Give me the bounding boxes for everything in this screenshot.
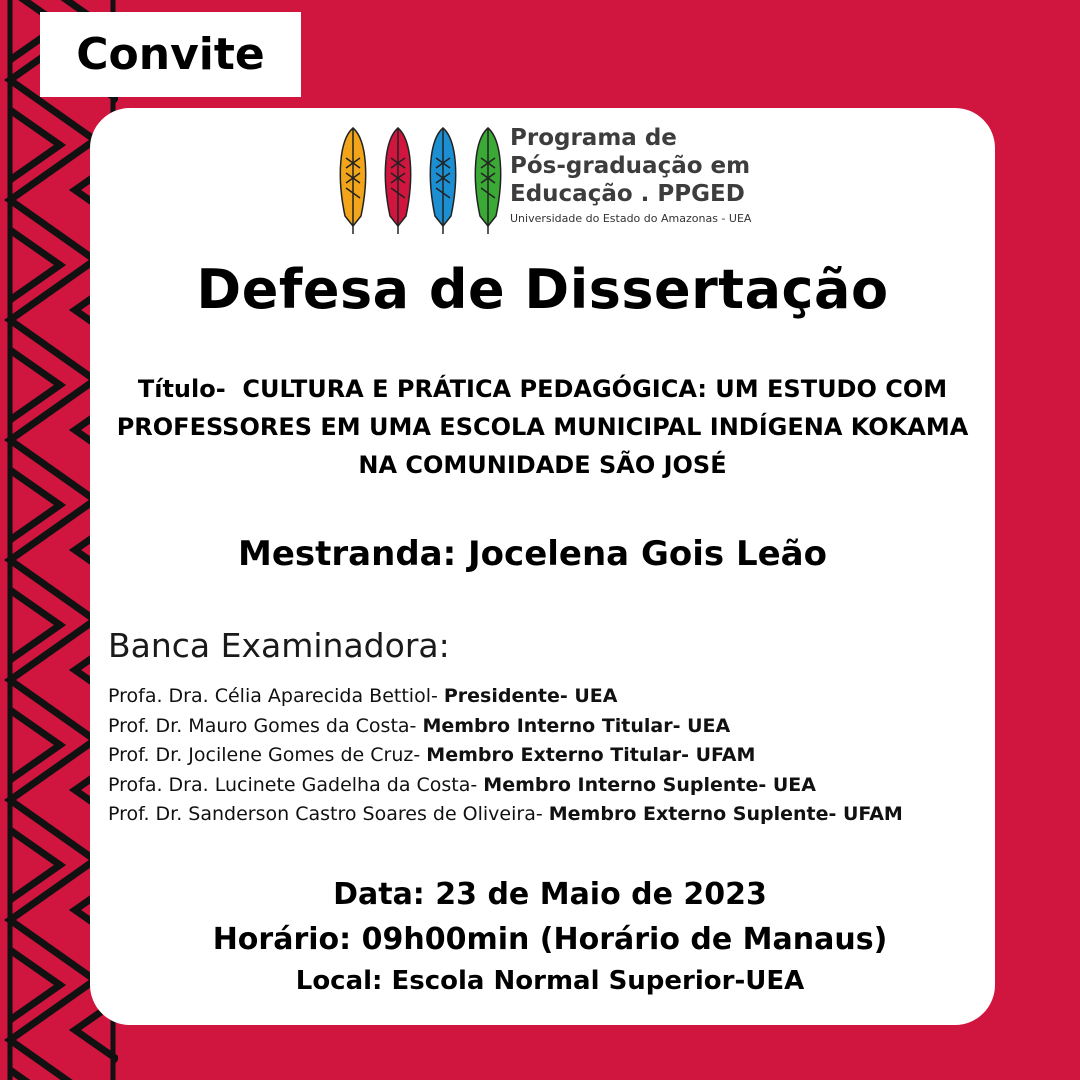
feathers-icon bbox=[340, 128, 500, 234]
member-name: Prof. Dr. Jocilene Gomes de Cruz- bbox=[108, 744, 421, 766]
invite-badge bbox=[40, 12, 301, 97]
logo-line-1: Programa de bbox=[510, 125, 677, 151]
committee-member bbox=[108, 771, 903, 801]
member-name: Prof. Dr. Mauro Gomes da Costa- bbox=[108, 714, 417, 737]
committee-member bbox=[108, 800, 903, 830]
member-role: Presidente- UEA bbox=[443, 685, 618, 707]
ppged-logo-text bbox=[510, 124, 751, 225]
committee-list bbox=[108, 682, 903, 830]
event-location: Local: Escola Normal Superior-UEA bbox=[295, 966, 805, 996]
member-name: Prof. Dr. Sanderson Castro Soares de Oliveira- bbox=[108, 803, 543, 825]
committee-member bbox=[108, 741, 903, 771]
member-role: Membro Externo Titular- UFAM bbox=[426, 744, 756, 766]
event-time: Horário: 09h00min (Horário de Manaus) bbox=[212, 922, 888, 957]
committee-heading: Banca Examinadora: bbox=[108, 626, 450, 665]
committee-member bbox=[108, 712, 903, 742]
invite-badge-label: Convite bbox=[76, 29, 265, 80]
member-role: Membro Interno Suplente- UEA bbox=[483, 773, 816, 796]
event-details bbox=[90, 876, 995, 996]
member-name: Profa. Dra. Célia Aparecida Bettiol- bbox=[108, 685, 438, 707]
committee-member bbox=[108, 682, 903, 712]
member-name: Profa. Dra. Lucinete Gadelha da Costa- bbox=[108, 773, 478, 796]
logo-university: Universidade do Estado do Amazonas - UEA bbox=[510, 212, 752, 225]
member-role: Membro Interno Titular- UEA bbox=[422, 714, 731, 737]
candidate-name: Mestranda: Jocelena Gois Leão bbox=[238, 534, 827, 574]
logo-line-3: Educação . PPGED bbox=[510, 181, 745, 207]
logo-line-2: Pós-graduação em bbox=[510, 153, 751, 179]
thesis-prefix: Título- bbox=[137, 375, 226, 403]
invitation-card bbox=[90, 108, 995, 1025]
event-date: Data: 23 de Maio de 2023 bbox=[333, 877, 767, 912]
member-role: Membro Externo Suplente- UFAM bbox=[548, 803, 903, 825]
page-title: Defesa de Dissertação bbox=[196, 258, 889, 321]
thesis-title-text: CULTURA E PRÁTICA PEDAGÓGICA: UM ESTUDO COM PROFESSORES EM UMA ESCOLA MUNICIPAL INDÍGENA KOKAMA NA COMUNIDADE SÃO JOSÉ bbox=[116, 375, 969, 479]
thesis-title bbox=[110, 370, 975, 484]
